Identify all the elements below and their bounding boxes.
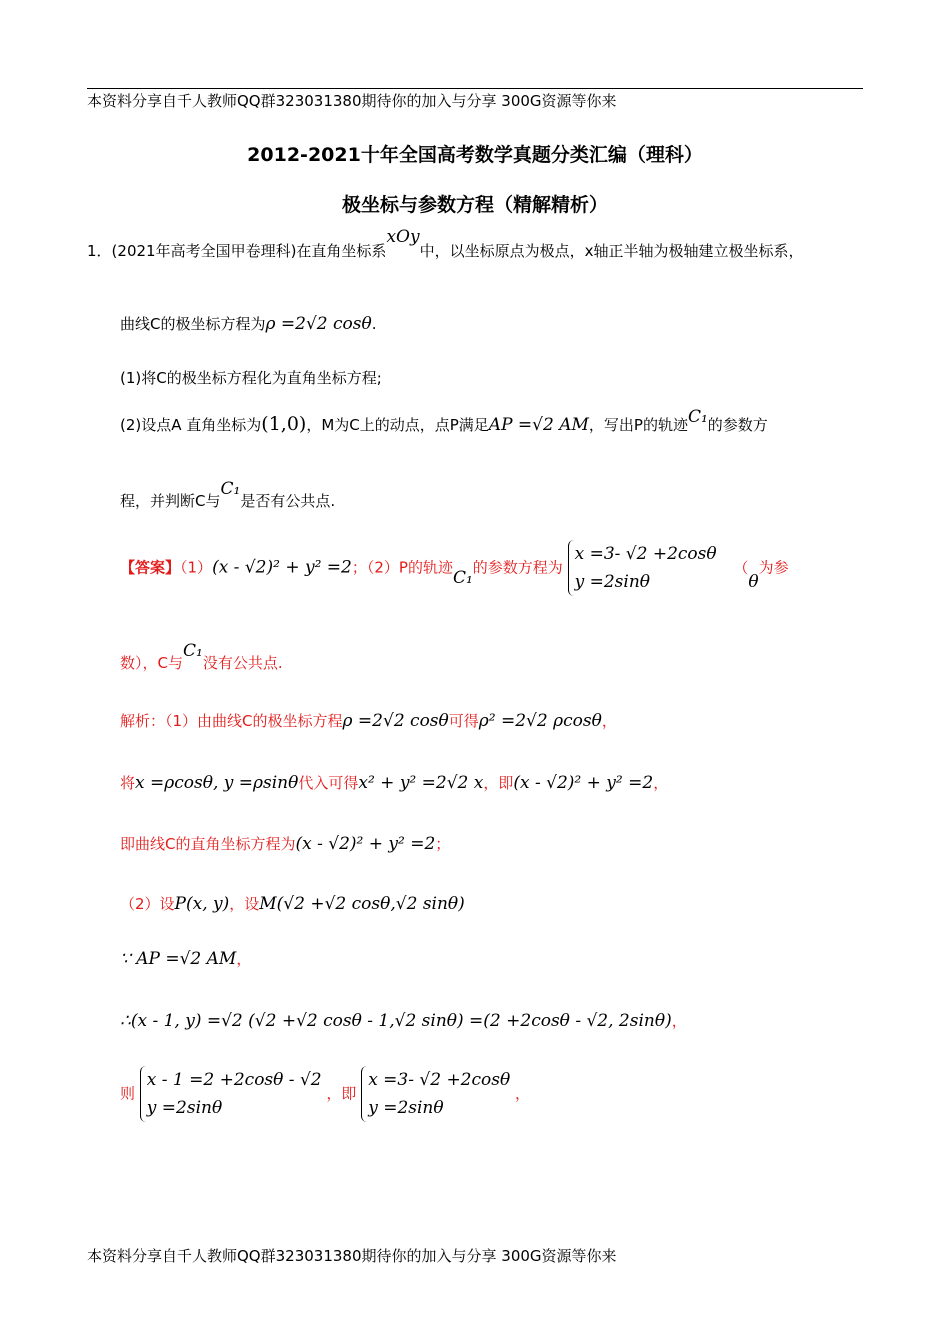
answer-param-system: [568, 540, 717, 596]
answer-text-c: 的参数方程为: [472, 558, 563, 577]
answer-text-b: ；（2）P的轨迹: [351, 558, 453, 577]
sol2-math-a: x =ρcosθ, y =ρsinθ: [135, 773, 299, 793]
answer-text-d: （: [733, 558, 749, 577]
sol7-sys1-row-1: x - 1 =2 +2cosθ - √2: [146, 1070, 322, 1090]
sol6-text: ，: [671, 1012, 687, 1030]
sol4-math-a: P(x, y): [174, 894, 230, 914]
sol5-text: ，: [236, 950, 252, 968]
sol4-text-b: ，设: [229, 895, 260, 913]
q1-p2-text-b: ，M为C上的动点，点P满足: [306, 416, 489, 434]
sol7-text-a: 则: [120, 1084, 136, 1103]
page-footer: 本资料分享自千人教师QQ群323031380期待你的加入与分享 300G资源等你来: [87, 1247, 617, 1265]
sol7-sys1-row-2: y =2sinθ: [146, 1098, 223, 1118]
sol1-text-a: 解析：（1）由曲线C的极坐标方程: [120, 712, 343, 730]
sol6-math: ∴(x - 1, y) =√2 (√2 +√2 cosθ - 1,√2 sinθ) =(2 +2cosθ - √2, 2sinθ): [120, 1011, 672, 1031]
sol7-system-1: [140, 1066, 322, 1122]
q1-p2-text-d: 的参数方: [707, 416, 768, 434]
q1-p3-c1: C₁: [220, 479, 241, 499]
q1-text-b: 中，以坐标原点为极点，x轴正半轴为极轴建立极坐标系，: [419, 242, 804, 260]
sol2-text-b: 代入可得: [298, 774, 359, 792]
sol2-text-a: 将: [120, 774, 136, 792]
sol7-system-2: [361, 1066, 510, 1122]
sol7-text-c: ，: [515, 1084, 531, 1103]
doc-subtitle: 极坐标与参数方程（精解精析）: [341, 194, 608, 216]
sol1-text-c: ，: [601, 712, 617, 730]
question-1-line-1: [87, 227, 804, 261]
q1-text-c: 曲线C的极坐标方程为: [120, 315, 266, 333]
sol1-math-b: ρ² =2√2 ρcosθ: [478, 711, 602, 731]
answer-c1: C₁: [452, 567, 473, 588]
answer-text-e: 为参: [758, 558, 789, 577]
solution-line-1: [120, 710, 617, 731]
page-header: 本资料分享自千人教师QQ群323031380期待你的加入与分享 300G资源等你来: [87, 92, 617, 110]
sol1-text-b: 可得: [448, 712, 479, 730]
answer-line-1: [120, 540, 789, 596]
q1-text-d: .: [371, 315, 377, 333]
q1-text-a: 1．(2021年高考全国甲卷理科)在直角坐标系: [87, 242, 387, 260]
answer-text-f: 数），C与: [120, 654, 183, 672]
answer-text-a: （1）: [180, 558, 213, 577]
q1-p2-point: (1,0): [261, 413, 307, 435]
sol2-math-c: (x - √2)² + y² =2: [513, 773, 654, 793]
solution-line-4: [120, 893, 465, 914]
sol2-text-c: ，即: [483, 774, 514, 792]
header-rule: [87, 88, 863, 89]
answer-label: 【答案】: [120, 558, 181, 577]
answer-text-g: 没有公共点.: [202, 654, 283, 672]
q1-p2-vector-eq: AP =√2 AM: [488, 415, 589, 435]
sol7-text-b: ，即: [326, 1084, 357, 1103]
q1-p3-text-a: 程，并判断C与: [120, 492, 221, 510]
solution-line-7: [120, 1066, 530, 1122]
q1-p3-text-b: 是否有公共点.: [240, 492, 336, 510]
sol4-math-b: M(√2 +√2 cosθ,√2 sinθ): [259, 894, 465, 914]
solution-line-5: [120, 948, 251, 969]
question-1-part-1: (1)将C的极坐标方程化为直角坐标方程;: [120, 369, 382, 387]
q1-math-polar-eq: ρ =2√2 cosθ: [265, 314, 372, 334]
answer-sys-row-2: y =2sinθ: [574, 572, 651, 592]
answer-c1-b: C₁: [182, 641, 203, 661]
solution-line-2: [120, 772, 668, 793]
answer-sys-row-1: x =3- √2 +2cosθ: [574, 544, 717, 564]
q1-math-xoy: xOy: [386, 227, 420, 247]
solution-line-3: [120, 833, 450, 854]
answer-theta: θ: [748, 571, 759, 592]
question-1-part-2: [120, 407, 768, 435]
sol5-math: ∵ AP =√2 AM: [120, 949, 237, 969]
q1-p2-text-c: ，写出P的轨迹: [588, 416, 688, 434]
sol4-text-a: （2）设: [120, 895, 175, 913]
sol2-text-d: ，: [653, 774, 669, 792]
sol3-math: (x - √2)² + y² =2: [295, 834, 436, 854]
answer-line-2: [120, 641, 283, 673]
solution-line-6: [120, 1010, 687, 1031]
question-1-line-2: [120, 313, 377, 334]
q1-p2-text-a: (2)设点A 直角坐标为: [120, 416, 262, 434]
doc-title: 2012-2021十年全国高考数学真题分类汇编（理科）: [247, 144, 703, 166]
sol7-sys2-row-2: y =2sinθ: [368, 1098, 444, 1118]
question-1-part-2-cont: [120, 479, 336, 511]
sol7-sys2-row-1: x =3- √2 +2cosθ: [368, 1070, 511, 1090]
sol3-text-a: 即曲线C的直角坐标方程为: [120, 835, 296, 853]
sol2-math-b: x² + y² =2√2 x: [358, 773, 484, 793]
q1-p2-c1: C₁: [687, 407, 708, 427]
answer-eq-1: (x - √2)² + y² =2: [212, 557, 352, 578]
sol1-math-a: ρ =2√2 cosθ: [342, 711, 449, 731]
sol3-text-b: ；: [435, 835, 451, 853]
